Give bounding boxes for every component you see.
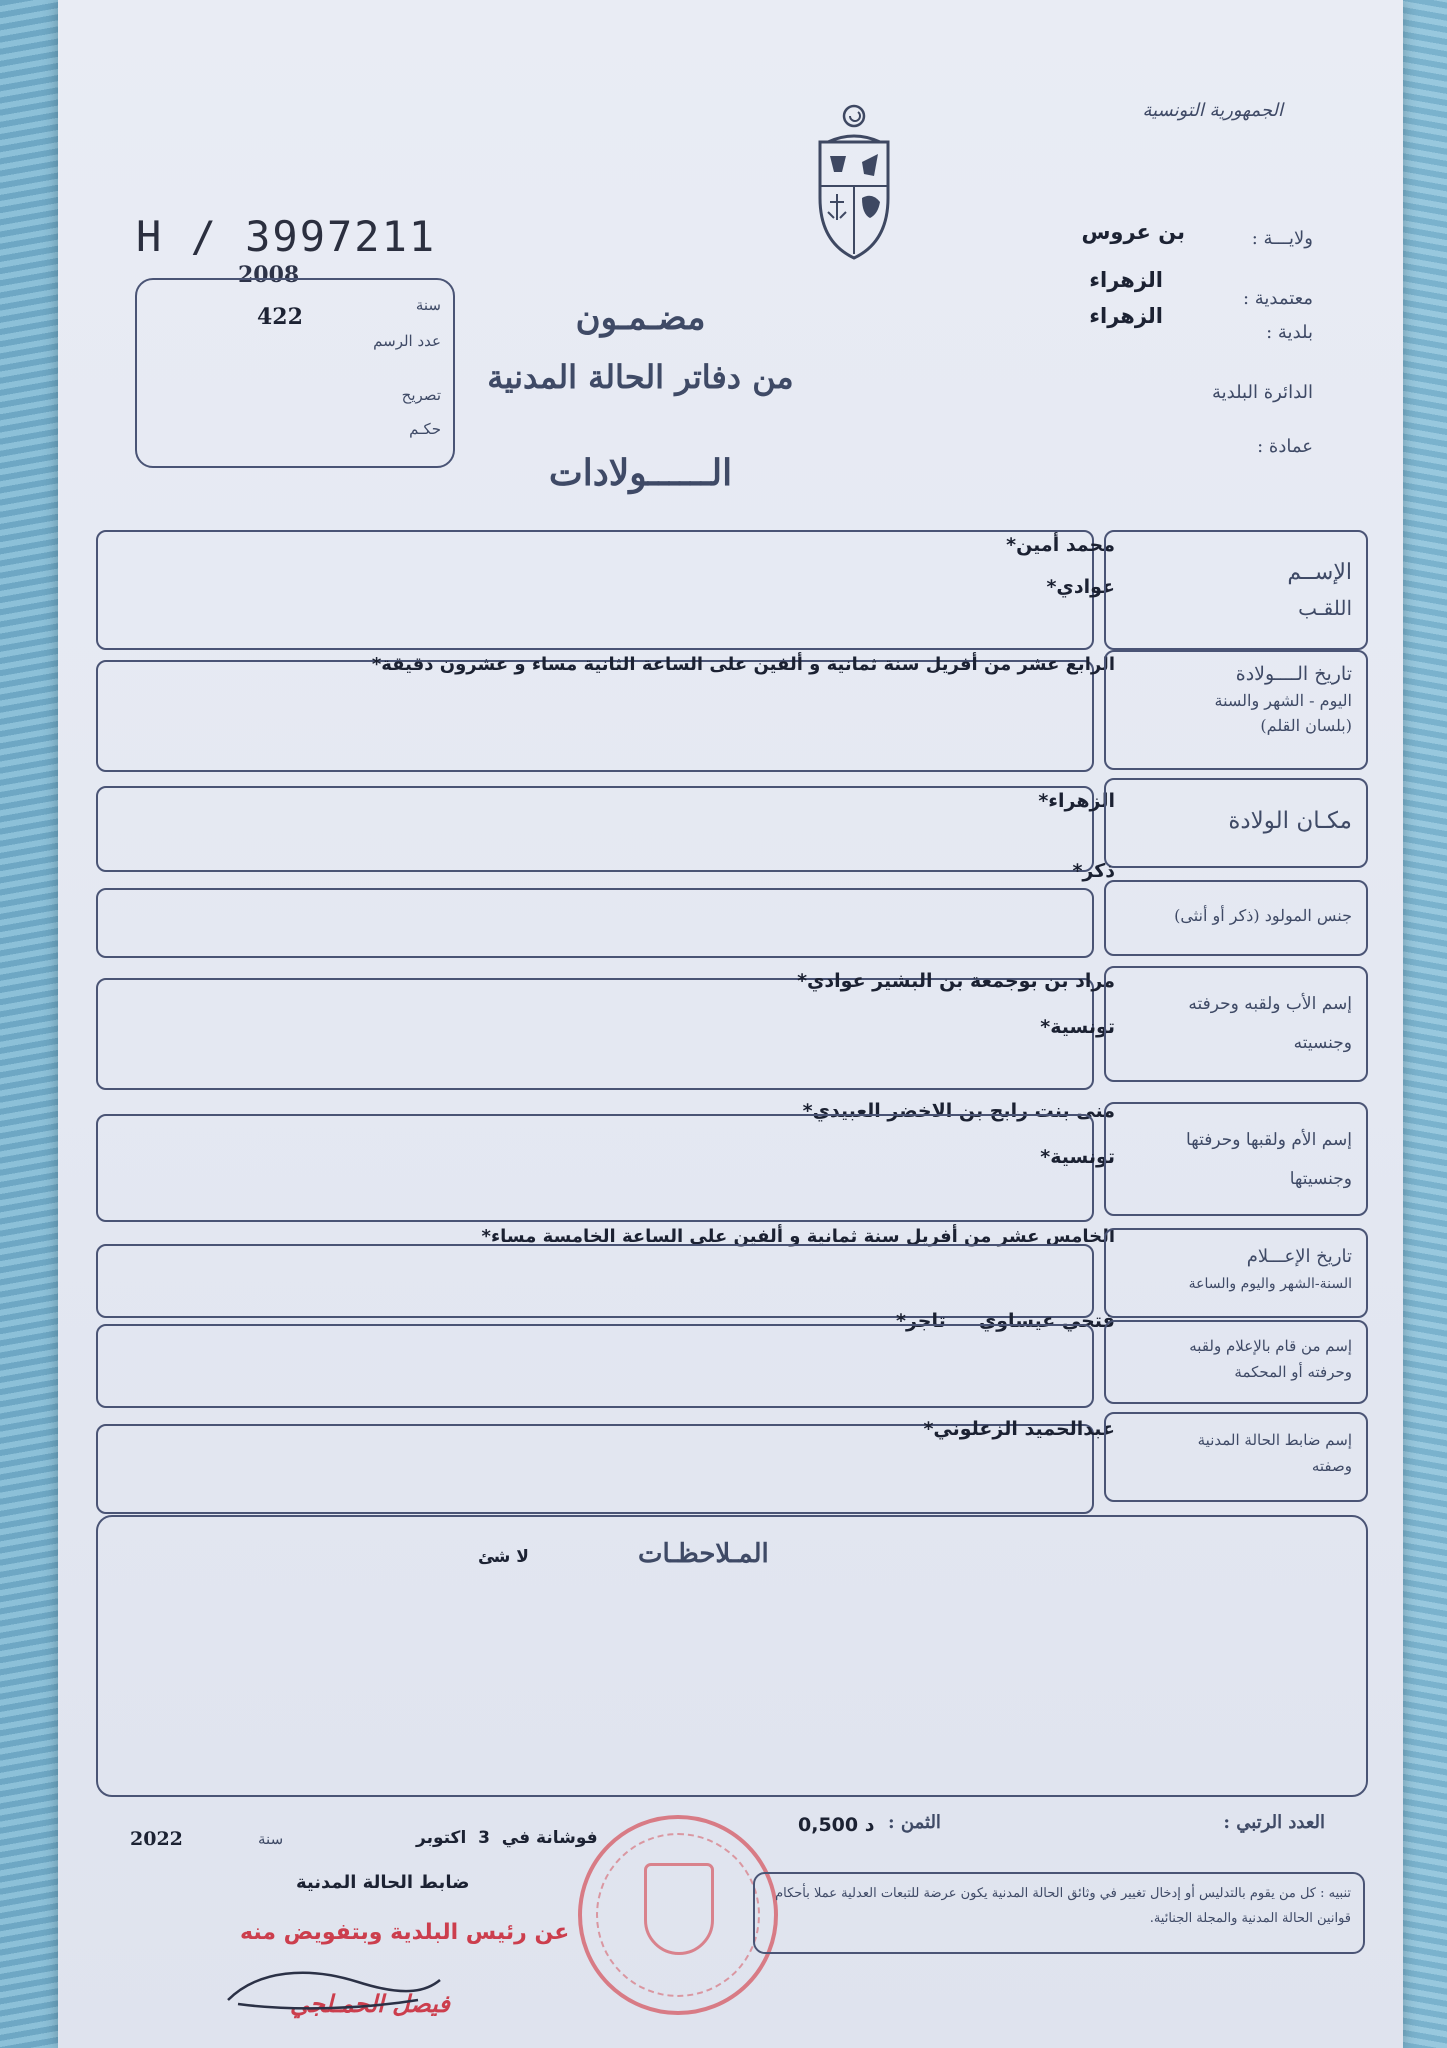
mother-nationality-value: تونسية* [1040, 1146, 1115, 1168]
birth-place-label: مكـان الولادة [1228, 808, 1352, 834]
notes-label: المـلاحظـات [638, 1539, 769, 1569]
serial-number: H / 3997211 [136, 212, 437, 261]
declaration-date-value: الخامس عشر من أفريل سنة ثمانية و ألفين على الساعة الخامسة مساء* [481, 1226, 1115, 1247]
section-title: الــــــولادات [548, 452, 733, 494]
declarant-value: فتحي عيساوي تاجر* [896, 1310, 1115, 1332]
municipality-value: الزهراء [1089, 304, 1163, 328]
surname-label: اللقـب [1298, 596, 1352, 621]
birth-place-value-box [96, 786, 1094, 872]
record-number-value: 422 [257, 304, 303, 330]
declaration-date-sublabel: السنة-الشهر واليوم والساعة [1188, 1275, 1352, 1292]
municipal-stamp-icon [578, 1815, 778, 2015]
paper-border-right [1403, 0, 1447, 2048]
birth-place-label-box [1104, 778, 1368, 868]
record-number-label: عدد الرسم [373, 332, 441, 350]
legal-notice: تنبيه : كل من يقوم بالتدليس أو إدخال تغيير في وثائق الحالة المدنية يكون عرضة للتبعات العدلية عملا بأحكام قوانين الحالة المدنية والمجلة الجنائية. [753, 1872, 1365, 1954]
price-value: 0,500 د [798, 1814, 875, 1836]
father-nationality-label: وجنسيته [1293, 1032, 1352, 1053]
mother-value-box [96, 1114, 1094, 1222]
father-label: إسم الأب ولقبه وحرفته [1188, 994, 1352, 1014]
first-name-value: محمد أمين* [1006, 534, 1115, 556]
mother-label: إسم الأم ولقبها وحرفتها [1186, 1130, 1352, 1150]
name-label-box [1104, 530, 1368, 650]
declaration-date-label: تاريخ الإعـــلام [1246, 1246, 1352, 1267]
father-label-box [1104, 966, 1368, 1082]
mother-name-value: منى بنت رابح بن الاخضر العبيدي* [802, 1100, 1115, 1122]
officer-title: ضابط الحالة المدنية [296, 1872, 470, 1893]
republic-label: الجمهورية التونسية [1142, 100, 1283, 121]
declarant-label: إسم من قام بالإعلام ولقبه [1189, 1337, 1352, 1355]
delegation-stamp-text: عن رئيس البلدية وبتفويض منه [240, 1920, 570, 1945]
birth-date-value-box [96, 660, 1094, 772]
father-nationality-value: تونسية* [1040, 1016, 1115, 1038]
coat-of-arms-icon [806, 102, 902, 262]
footer-year-label: سنة [258, 1830, 284, 1848]
delegation-value: الزهراء [1089, 268, 1163, 292]
governorate-value: بن عروس [1081, 220, 1185, 244]
birth-date-sublabel: اليوم - الشهر والسنة [1214, 691, 1352, 711]
birth-place-value: الزهراء* [1038, 790, 1115, 812]
birth-date-label: تاريخ الــــولادة [1235, 663, 1352, 685]
declaration-label: تصريح [401, 386, 441, 404]
registrar-label-box [1104, 1412, 1368, 1502]
father-name-value: مراد بن بوجمعة بن البشير عوادي* [797, 970, 1115, 992]
father-value-box [96, 978, 1094, 1090]
declaration-date-label-box [1104, 1228, 1368, 1318]
serial-number-label: العدد الرتبي : [1223, 1812, 1325, 1833]
document-title-line2: من دفاتر الحالة المدنية [487, 358, 794, 396]
governorate-label: ولايـــة : [1251, 228, 1313, 249]
place-date: فوشانة في 3 اكتوبر [416, 1828, 598, 1848]
birth-date-label-box [1104, 650, 1368, 770]
sex-label: جنس المولود (ذكر أو أنثى) [1174, 906, 1352, 925]
judgment-label: حكـم [409, 420, 441, 438]
sex-label-box [1104, 880, 1368, 956]
registrar-label: إسم ضابط الحالة المدنية [1197, 1431, 1352, 1449]
officer-name: فيصل الحمـلجي [290, 1990, 450, 2018]
sex-value-box [96, 888, 1094, 958]
name-value-box [96, 530, 1094, 650]
registration-year-value: 2008 [238, 262, 300, 288]
notes-value: لا شئ [478, 1547, 529, 1567]
declaration-date-value-box [96, 1244, 1094, 1318]
notes-box [96, 1515, 1368, 1797]
sector-label: عمادة : [1257, 436, 1313, 457]
registrar-sublabel: وصفته [1311, 1456, 1352, 1475]
declarant-value-box [96, 1324, 1094, 1408]
document-title-line1: مضـمـون [575, 298, 706, 338]
price-label: الثمن : [888, 1812, 941, 1833]
municipality-label: بلدية : [1266, 322, 1313, 343]
delegation-label: معتمدية : [1242, 288, 1313, 309]
registration-year-label: سنة [415, 296, 441, 314]
sex-value: ذكر* [1072, 860, 1115, 882]
birth-date-value: الرابع عشر من أفريل سنة ثمانية و ألفين على الساعة الثانية مساء و عشرون دقيقة* [371, 654, 1115, 675]
birth-date-in-words-label: (بلسان القلم) [1260, 716, 1352, 736]
mother-label-box [1104, 1102, 1368, 1216]
signature-icon [218, 1960, 448, 2020]
declarant-label-box [1104, 1320, 1368, 1404]
registrar-value: عبدالحميد الزعلوني* [923, 1418, 1115, 1440]
mother-nationality-label: وجنسيتها [1289, 1168, 1352, 1189]
first-name-label: الإســم [1287, 560, 1352, 585]
municipal-district-label: الدائرة البلدية [1211, 382, 1313, 403]
birth-certificate-sheet [58, 0, 1403, 2048]
surname-value: عوادي* [1046, 576, 1115, 598]
footer-year-value: 2022 [130, 1828, 183, 1850]
declarant-sublabel: وحرفته أو المحكمة [1234, 1362, 1352, 1381]
